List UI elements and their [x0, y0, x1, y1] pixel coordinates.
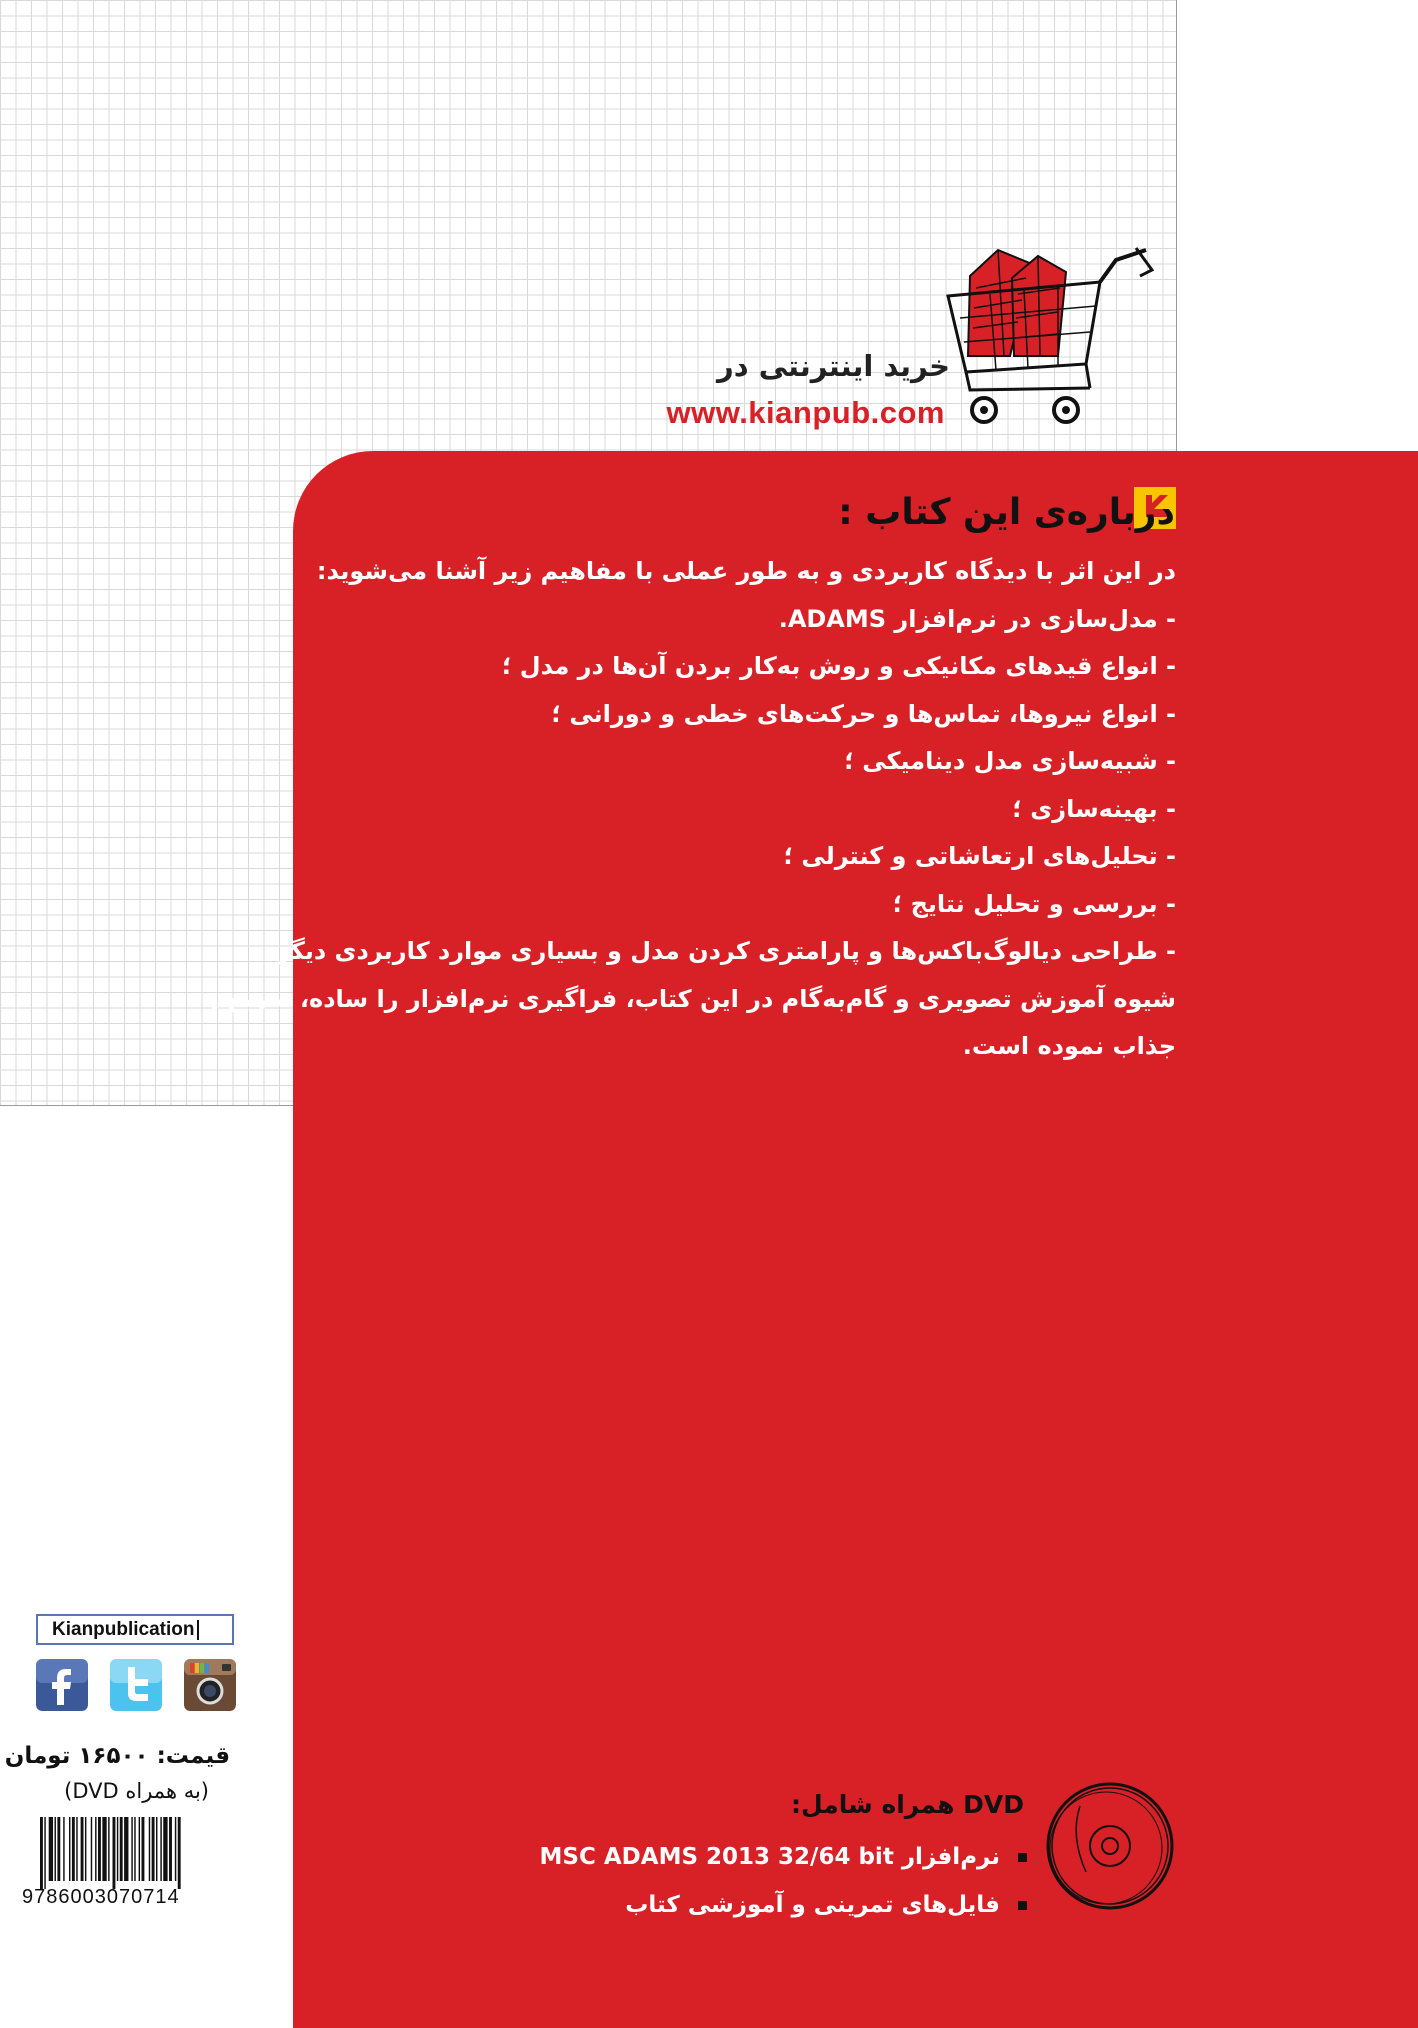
about-heading: درباره‌ی این کتاب :	[838, 492, 1175, 533]
barcode-bar	[81, 1817, 84, 1881]
text-cursor	[197, 1620, 199, 1640]
barcode-bar	[160, 1817, 161, 1881]
description-line: شیوه آموزش تصویری و گام‌به‌گام در این کتاب، فراگیری نرم‌افزار را ساده، سریع و	[204, 984, 1176, 1013]
isbn-number: 9786003070714	[22, 1886, 180, 1908]
barcode-bar	[95, 1817, 96, 1881]
barcode-bar	[91, 1817, 92, 1881]
barcode-bar	[113, 1817, 116, 1889]
bullet-icon	[1018, 1901, 1027, 1910]
bullet-icon	[1018, 1853, 1027, 1862]
barcode-bar	[124, 1817, 128, 1881]
barcode-bar	[108, 1817, 109, 1881]
description-line: - تحلیل‌های ارتعاشاتی و کنترلی ؛	[783, 842, 1176, 870]
barcode-bar	[85, 1817, 86, 1881]
barcode-bar	[55, 1817, 56, 1881]
barcode-bar	[49, 1817, 53, 1881]
barcode-bar	[57, 1817, 60, 1881]
barcode	[40, 1817, 230, 1889]
barcode-bar	[44, 1817, 45, 1889]
barcode-bar	[139, 1817, 140, 1881]
barcode-bar	[120, 1817, 123, 1881]
price-label: قیمت: ۱۶۵۰۰ تومان	[4, 1743, 230, 1769]
social-handle-box[interactable]	[36, 1614, 234, 1645]
online-shop-text: خرید اینترنتی در	[717, 349, 950, 383]
barcode-bar	[69, 1817, 70, 1881]
barcode-bar	[163, 1817, 167, 1881]
barcode-bar	[117, 1817, 118, 1881]
description-line: - مدل‌سازی در نرم‌افزار ADAMS.	[778, 604, 1176, 633]
barcode-bar	[40, 1817, 43, 1889]
book-description	[204, 548, 1176, 1071]
barcode-bar	[175, 1817, 176, 1881]
barcode-bar	[72, 1817, 75, 1881]
barcode-bar	[76, 1817, 77, 1881]
dvd-title: DVD همراه شامل:	[790, 1790, 1024, 1819]
dvd-item	[540, 1833, 1000, 1881]
description-line: - شبیه‌سازی مدل دینامیکی ؛	[844, 747, 1176, 775]
barcode-bar	[178, 1817, 181, 1889]
barcode-bar	[102, 1817, 106, 1881]
dvd-contents-list	[540, 1833, 1000, 1929]
barcode-bar	[142, 1817, 145, 1881]
dvd-item	[540, 1881, 1000, 1929]
description-line: - بهینه‌سازی ؛	[1012, 794, 1176, 823]
description-line: - بررسی و تحلیل نتایج ؛	[892, 889, 1176, 918]
barcode-bar	[63, 1817, 64, 1881]
barcode-bar	[134, 1817, 135, 1881]
description-line: در این اثر با دیدگاه کاربردی و به طور عملی با مفاهیم زیر آشنا می‌شوید:	[316, 557, 1176, 585]
barcode-bar	[169, 1817, 172, 1881]
twitter-icon[interactable]	[110, 1659, 162, 1711]
description-line: - انواع نیروها، تماس‌ها و حرکت‌های خطی و دورانی ؛	[551, 699, 1176, 728]
social-handle: Kianpublication	[52, 1619, 195, 1640]
shopping-cart-icon	[940, 238, 1156, 428]
barcode-bar	[98, 1817, 101, 1881]
instagram-icon[interactable]	[184, 1659, 236, 1711]
dvd-disc-icon	[1040, 1776, 1180, 1916]
price-note: (به همراه DVD)	[64, 1779, 209, 1803]
shop-url-link[interactable]: www.kianpub.com	[666, 395, 945, 430]
description-line: - انواع قیدهای مکانیکی و روش به‌کار بردن آن‌ها در مدل ؛	[501, 652, 1176, 680]
barcode-bar	[131, 1817, 132, 1881]
barcode-bar	[152, 1817, 155, 1881]
dvd-item-label: فایل‌های تمرینی و آموزشی کتاب	[625, 1892, 1000, 1918]
barcode-bar	[156, 1817, 157, 1881]
barcode-bar	[149, 1817, 150, 1881]
description-line: جذاب نموده است.	[962, 1032, 1176, 1060]
dvd-item-label: نرم‌افزار MSC ADAMS 2013 32/64 bit	[539, 1844, 1000, 1870]
facebook-icon[interactable]	[36, 1659, 88, 1711]
description-line: - طراحی دیالوگ‌باکس‌ها و پارامتری کردن مدل و بسیاری موارد کاربردی دیگر.	[266, 937, 1176, 965]
